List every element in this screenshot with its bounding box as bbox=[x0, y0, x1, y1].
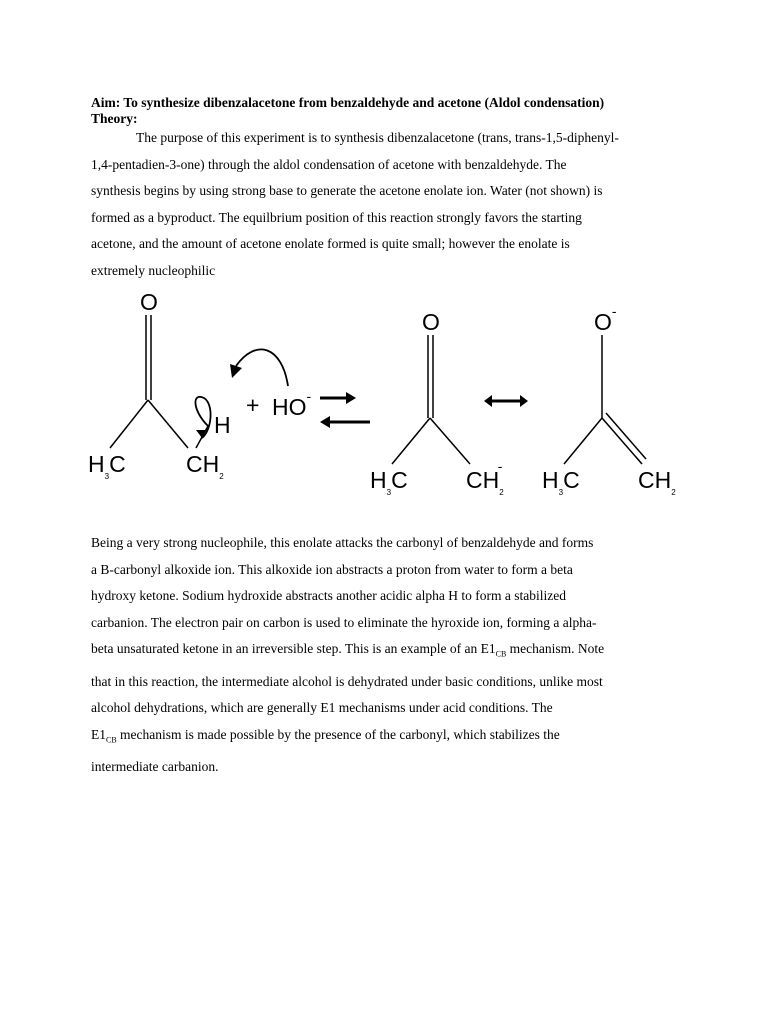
alpha-hydrogen: H bbox=[214, 412, 231, 438]
intro-line: formed as a byproduct. The equilbrium position of this reaction strongly favors the starting bbox=[91, 209, 582, 225]
mechanism-line: Being a very strong nucleophile, this enolate attacks the carbonyl of benzaldehyde and forms bbox=[91, 535, 594, 550]
enol-methyl: $H_3C$ bbox=[542, 467, 580, 497]
aim-heading bbox=[91, 95, 691, 127]
intro-line: 1,4-pentadien-3-one) through the aldol condensation of acetone with benzaldehyde. The bbox=[91, 156, 567, 172]
mechanism-line: a B-carbonyl alkoxide ion. This alkoxide ion abstracts a proton from water to form a beta bbox=[91, 561, 573, 577]
mechanism-line: that in this reaction, the intermediate alcohol is dehydrated under basic conditions, unlike most bbox=[91, 673, 603, 689]
intro-line: extremely nucleophilic bbox=[91, 262, 216, 278]
aim-title: Aim: To synthesize dibenzalacetone from benzaldehyde and acetone (Aldol condensation) bbox=[91, 95, 605, 110]
acetone-oxygen: O bbox=[140, 289, 158, 315]
enolate-formation-diagram bbox=[80, 280, 680, 510]
mechanism-line: alcohol dehydrations, which are generally E1 mechanisms under acid conditions. The bbox=[91, 700, 553, 716]
acetone-methylene: $CH_2$ bbox=[186, 451, 224, 481]
enolate-keto-structure bbox=[370, 309, 504, 497]
theory-label: Theory: bbox=[91, 111, 138, 126]
mechanism-line: intermediate carbanion. bbox=[91, 759, 219, 775]
acetone-methyl: $H_3C$ bbox=[88, 451, 126, 481]
intro-paragraph bbox=[91, 125, 677, 285]
mechanism-line: beta unsaturated ketone in an irreversible step. This is an example of an $E1_{CB}$ mechanism. Note bbox=[91, 641, 605, 660]
mechanism-line: $E1_{CB}$ mechanism is made possible by the presence of the carbonyl, which stabilizes the bbox=[91, 726, 560, 745]
intro-line: synthesis begins by using strong base to generate the acetone enolate ion. Water (not shown) is bbox=[91, 183, 603, 199]
hydroxide-ion: HO- bbox=[272, 388, 312, 420]
mechanism-paragraph bbox=[91, 530, 677, 781]
equilibrium-arrow-icon bbox=[320, 392, 370, 428]
mechanism-line: carbanion. The electron pair on carbon is used to eliminate the hyroxide ion, forming a alpha- bbox=[91, 614, 597, 630]
acetone-structure bbox=[88, 289, 231, 481]
enol-methylene: $CH_2$ bbox=[638, 467, 676, 497]
plus-sign: + bbox=[246, 392, 260, 418]
mechanism-line: hydroxy ketone. Sodium hydroxide abstracts another acidic alpha H to form a stabilized bbox=[91, 588, 566, 604]
enolate-carbanion: $CH_2-$ bbox=[466, 458, 504, 497]
enolate-methyl: $H_3C$ bbox=[370, 467, 408, 497]
intro-line: acetone, and the amount of acetone enolate formed is quite small; however the enolate is bbox=[91, 236, 570, 252]
enolate-enol-structure bbox=[542, 303, 676, 497]
enolate-oxygen: O bbox=[422, 309, 440, 335]
intro-line: The purpose of this experiment is to synthesis dibenzalacetone (trans, trans-1,5-diphenyl- bbox=[136, 130, 619, 145]
enol-oxygen: O- bbox=[594, 303, 617, 335]
curved-arrow-icon bbox=[236, 349, 288, 386]
resonance-arrow-icon bbox=[484, 395, 528, 407]
